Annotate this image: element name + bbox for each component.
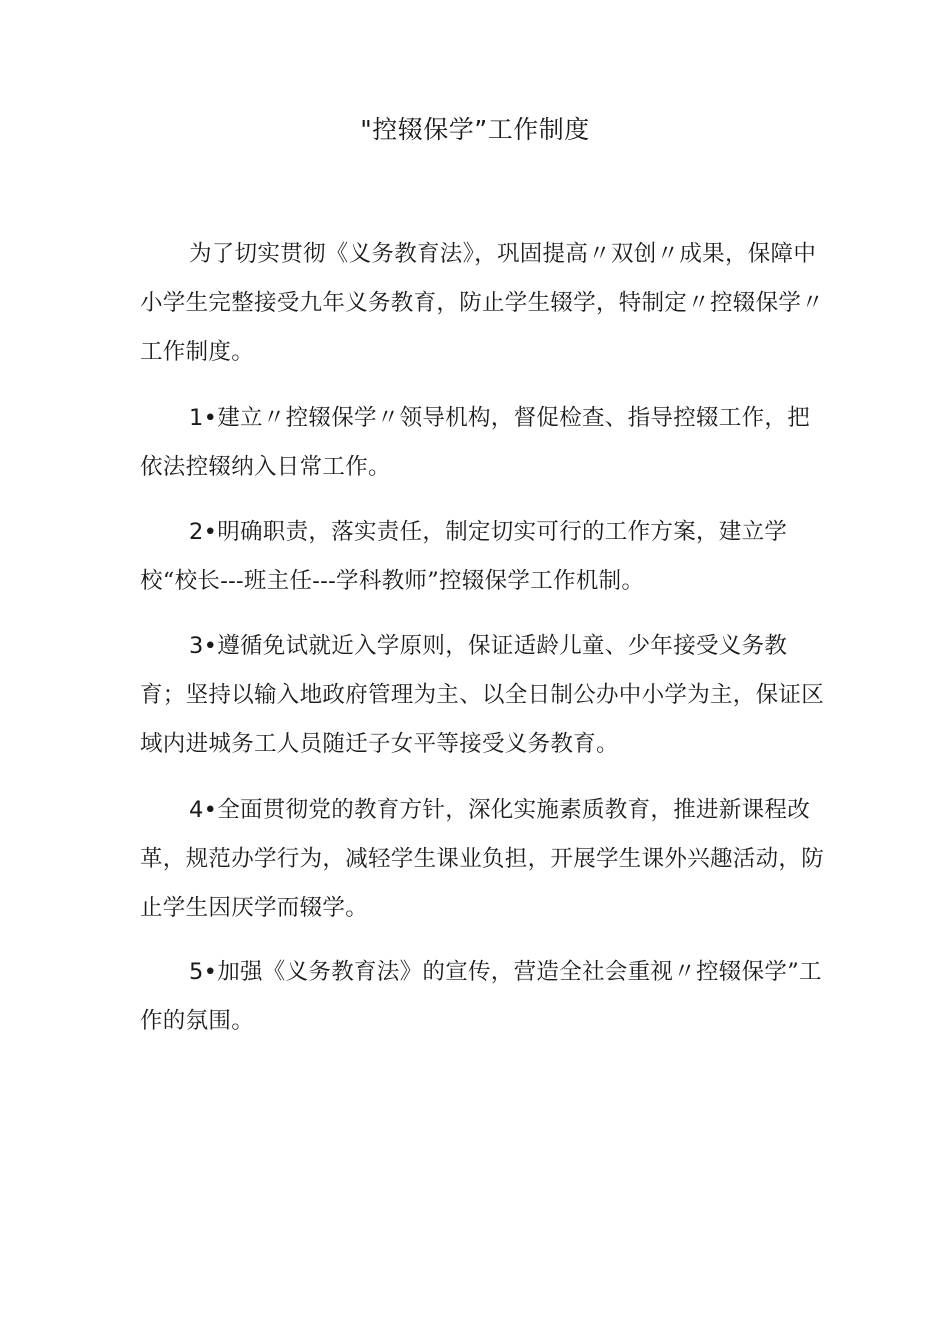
- rule-text: 全面贯彻党的教育方针，深化实施素质教育，推进新课程改革，规范办学行为，减轻学生课业负担，开展学生课外兴趣活动，防止学生因厌学而辍学。: [140, 797, 825, 921]
- rule-number: 2•: [189, 519, 218, 545]
- rule-number: 5•: [189, 959, 218, 985]
- rule-item-1: [140, 394, 830, 492]
- intro-paragraph: 为了切实贯彻《义务教育法》，巩固提高〃双创〃成果，保障中小学生完整接受九年义务教育，防止学生辍学，特制定〃控辍保学〃工作制度。: [140, 241, 825, 365]
- rule-number: 4•: [189, 797, 218, 823]
- rule-item-5: [140, 948, 830, 1046]
- document-title: "控辍保学”工作制度: [360, 115, 590, 144]
- rule-item-4: [140, 786, 830, 933]
- rule-item-3: [140, 622, 830, 769]
- rule-item-2: [140, 508, 830, 606]
- rule-text: 遵循免试就近入学原则，保证适龄儿童、少年接受义务教育；坚持以输入地政府管理为主、以全日制公办中小学为主，保证区域内进城务工人员随迁子女平等接受义务教育。: [140, 633, 825, 757]
- rule-number: 3•: [189, 633, 218, 659]
- rule-text: 加强《义务教育法》的宣传，营造全社会重视〃控辍保学”工作的氛围。: [140, 959, 822, 1034]
- rule-text: 建立〃控辍保学〃领导机构，督促检查、指导控辍工作，把依法控辍纳入日常工作。: [140, 405, 810, 480]
- rule-number: 1•: [189, 405, 218, 431]
- rule-text: 明确职责，落实责任，制定切实可行的工作方案，建立学校“校长---班主任---学科教师”控辍保学工作机制。: [140, 519, 788, 594]
